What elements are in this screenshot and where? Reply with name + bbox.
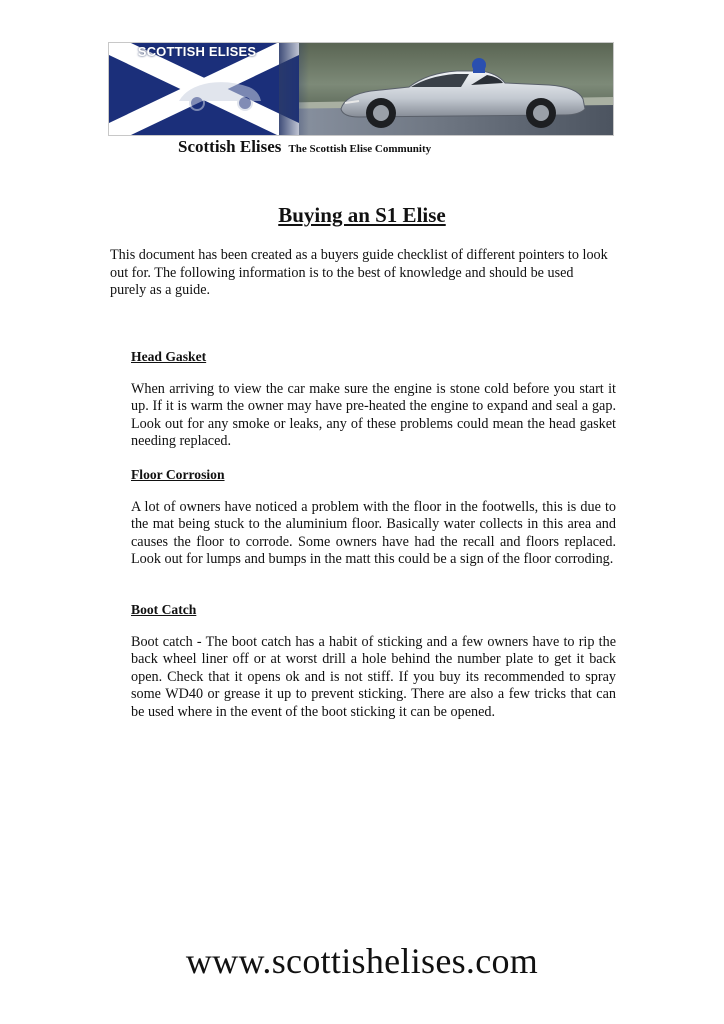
section-body-head-gasket: When arriving to view the car make sure the engine is stone cold before you start it up. If it is warm the owner may have pre-heated the engine to expand and seal a gap. Look out for any smoke or leaks, any of these problems could mean the head gasket needing replaced. [131,381,616,450]
section-heading-floor-corrosion: Floor Corrosion [131,467,225,482]
section-body-floor-corrosion: A lot of owners have noticed a problem with the floor in the footwells, this is due to the mat being stuck to the aluminium floor. Basically water collects in this area and causes the floor to corrode. Some owners have had the recall and floors replaced. Look out for lumps and bumps in the matt this could be a sign of the floor corroding. [131,499,616,568]
section-heading-head-gasket: Head Gasket [131,349,207,364]
intro-paragraph: This document has been created as a buyers guide checklist of different pointers to look out for. The following information is to the best of knowledge and should be used purely as a guide. [110,247,608,298]
section-heading-boot-catch: Boot Catch [131,602,197,617]
document-title: Buying an S1 Elise [278,203,446,227]
site-tagline [178,137,431,157]
header-banner [108,42,614,136]
footer-website-url: www.scottishelises.com [185,941,539,981]
section-body-boot-catch: Boot catch - The boot catch has a habit of sticking and a few owners have to rip the back wheel liner off or at worst drill a hole behind the number plate to get it back open. Check that it opens ok and is not stiff. If you buy its recommended to spray some WD40 or grease it up to prevent sticking. There are also a few tricks that can be used where in the event of the boot sticking it can be opened. [131,634,616,720]
banner-logo-text: SCOTTISH ELISES [137,44,257,59]
community-subtitle: The Scottish Elise Community [288,143,432,155]
brand-name: Scottish Elises [178,137,282,156]
